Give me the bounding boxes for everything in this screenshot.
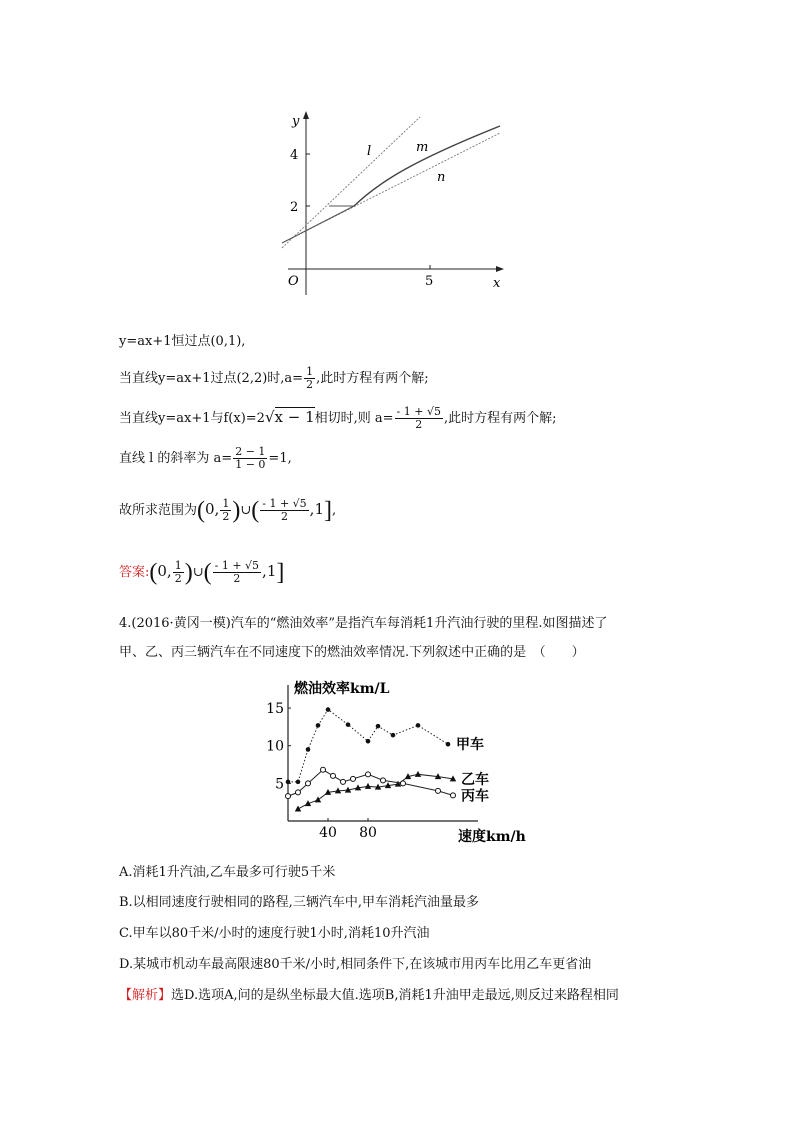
data-point-triangle [365, 783, 371, 789]
fraction-half [304, 366, 315, 391]
data-point-dot [391, 733, 396, 738]
frac-num: 1 [306, 365, 314, 378]
data-point-dot [286, 780, 291, 785]
solution-line-1 [119, 333, 245, 351]
option-c: C.甲车以80千米/小时的速度行驶1小时,消耗10升汽油 [119, 926, 430, 941]
curve-m [354, 126, 500, 206]
data-point-dot [366, 739, 371, 744]
graph1-x-arrow [496, 266, 504, 272]
union-sign: ∪ [192, 565, 204, 580]
frac-den: 2 [233, 572, 241, 585]
data-point-dot [346, 722, 351, 727]
frac-num: - 1 + √5 [396, 405, 441, 418]
range-zero: 0, [157, 562, 172, 580]
data-point-circle [381, 778, 386, 783]
data-point-circle [451, 793, 456, 798]
graph1-y-tick-2: 2 [290, 200, 299, 215]
x-tick-label: 80 [359, 825, 377, 841]
solution-line-3 [119, 406, 556, 431]
question-stem-2: 甲、乙、丙三辆汽车在不同速度下的燃油效率情况.下列叙述中正确的是 （ ） [119, 645, 585, 660]
x-tick-label: 40 [319, 825, 337, 841]
graph1-x-tick-5: 5 [425, 274, 434, 289]
graph1-label-m: m [416, 140, 429, 155]
series-label: 甲车 [456, 737, 484, 754]
graph1-y-arrow [303, 111, 309, 119]
solution-line-1-text: y=ax+1恒过点(0,1), [119, 334, 246, 349]
graph1-y-tick-4: 4 [290, 148, 299, 163]
data-point-triangle [315, 796, 321, 802]
option-d: D.某城市机动车最高限速80千米/小时,相同条件下,在该城市用丙车比用乙车更省油 [119, 957, 592, 972]
frac-den: 2 [174, 572, 182, 585]
frac-num: 2 − 1 [235, 445, 266, 458]
option-a: A.消耗1升汽油,乙车最多可行驶5千米 [119, 865, 336, 880]
graph1-y-label: y [292, 114, 300, 129]
union-sign: ∪ [240, 503, 252, 518]
fraction-half [173, 560, 184, 585]
fraction-root [260, 498, 308, 523]
range-zero: 0, [205, 500, 220, 518]
answer-label: 答案: [119, 565, 150, 580]
fraction-slope [233, 446, 267, 471]
data-point-circle [341, 779, 346, 784]
data-point-triangle [415, 771, 421, 777]
graph1-label-l: l [367, 144, 372, 159]
range-one: ,1 [262, 562, 277, 580]
solution-line-4 [119, 446, 292, 471]
frac-den: 2 [222, 510, 230, 523]
series-line [298, 774, 453, 809]
data-point-triangle [295, 805, 301, 811]
data-point-circle [401, 781, 406, 786]
data-point-dot [296, 780, 301, 785]
data-point-dot [416, 723, 421, 728]
chart-xlabel: 速度km/h [458, 829, 526, 845]
series-label: 丙车 [461, 788, 489, 805]
question-stem-1: 4.(2016·黄冈一模)汽车的“燃油效率”是指汽车每消耗1升汽油行驶的里程.如图描述了 [119, 616, 608, 631]
chart-ylabel: 燃油效率km/L [294, 681, 390, 697]
data-point-dot [316, 723, 321, 728]
tangent-lines-graph [280, 105, 510, 305]
solution-line-2 [119, 366, 429, 391]
open-paren: ( [197, 497, 206, 524]
close-bracket: ] [323, 497, 332, 524]
data-point-circle [306, 781, 311, 786]
open-paren: ( [203, 559, 212, 586]
solution-line-5 [119, 498, 336, 523]
y-tick-label: 10 [266, 738, 284, 755]
fraction-root [213, 560, 261, 585]
range-one: ,1 [309, 500, 324, 518]
open-paren: ( [251, 497, 260, 524]
data-point-circle [286, 794, 291, 799]
line3-mid: 相切时,则 a= [314, 411, 394, 426]
line3-pre: 当直线y=ax+1与f(x)=2 [119, 411, 265, 426]
frac-num: - 1 + √5 [262, 497, 307, 510]
answer-line [119, 560, 284, 585]
line2-pre: 当直线y=ax+1过点(2,2)时,a= [119, 371, 304, 386]
graph1-label-n: n [437, 170, 446, 185]
data-point-dot [306, 747, 311, 752]
analysis-line [119, 986, 619, 1006]
line5-pre: 故所求范围为 [119, 503, 198, 518]
data-point-circle [351, 776, 356, 781]
line4-post: =1, [268, 451, 292, 466]
data-point-dot [376, 724, 381, 729]
option-b: B.以相同速度行驶相同的路程,三辆汽车中,甲车消耗汽油量最多 [119, 895, 479, 910]
radicand: x − 1 [274, 408, 315, 426]
frac-den: 1 − 0 [235, 458, 266, 471]
frac-den: 2 [280, 510, 288, 523]
line4-pre: 直线 l 的斜率为 a= [119, 451, 233, 466]
data-point-circle [296, 790, 301, 795]
data-point-dot [326, 707, 331, 712]
analysis-tag: 【解析】 [119, 988, 172, 1003]
frac-den: 2 [415, 418, 423, 431]
data-point-circle [321, 767, 326, 772]
data-point-circle [436, 788, 441, 793]
line-l [282, 117, 420, 248]
data-point-circle [366, 772, 371, 777]
graph1-origin: O [288, 274, 299, 289]
frac-num: 1 [222, 497, 230, 510]
open-paren: ( [149, 559, 158, 586]
close-paren: ) [184, 559, 193, 586]
data-point-circle [331, 773, 336, 778]
fraction-half [220, 498, 231, 523]
line3-post: ,此时方程有两个解; [443, 411, 557, 426]
analysis-text: 选D.选项A,问的是纵坐标最大值.选项B,消耗1升油甲走最远,则反过来路程相同 [171, 988, 619, 1003]
line2-post: ,此时方程有两个解; [316, 371, 429, 386]
y-tick-label: 5 [275, 776, 284, 793]
close-bracket: ] [276, 559, 285, 586]
frac-num: 1 [174, 559, 182, 572]
frac-num: - 1 + √5 [214, 559, 260, 572]
fraction-root [395, 406, 443, 431]
radical-sign: √ [264, 408, 275, 426]
fuel-efficiency-chart [266, 673, 540, 853]
graph1-x-label: x [493, 276, 501, 291]
y-tick-label: 15 [266, 701, 284, 718]
data-point-dot [446, 742, 451, 747]
frac-den: 2 [306, 378, 314, 391]
line5-post: , [331, 503, 337, 518]
series-line [288, 710, 448, 782]
close-paren: ) [232, 497, 241, 524]
series-label: 乙车 [461, 771, 489, 788]
